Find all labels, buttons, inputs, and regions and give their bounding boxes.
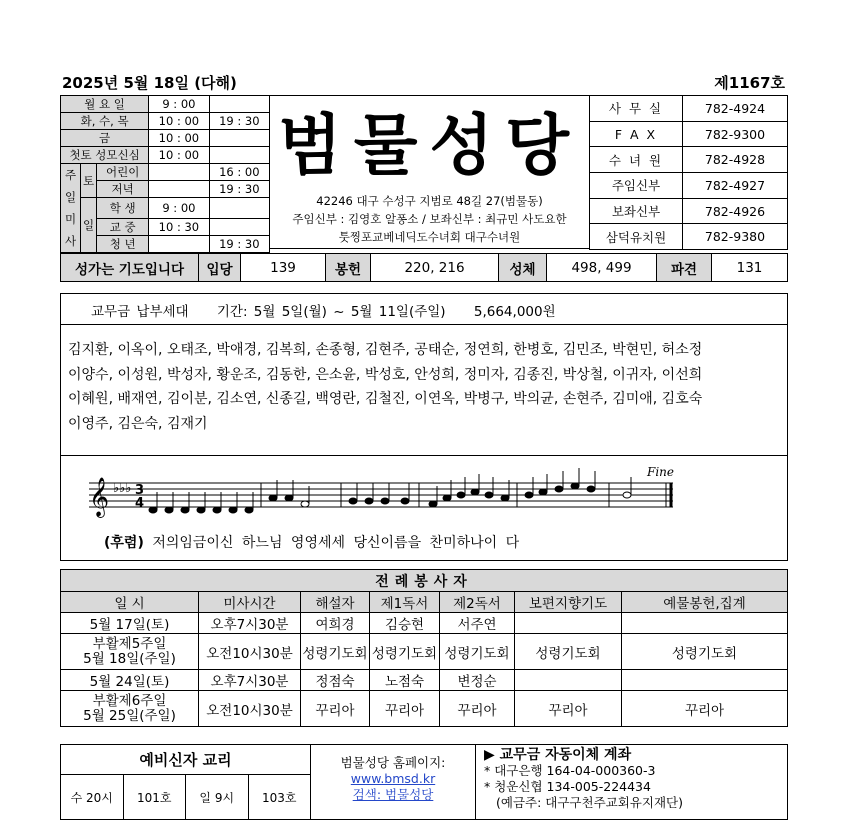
mass-time bbox=[209, 147, 269, 164]
refrain-label: (후렴) bbox=[104, 535, 144, 551]
contact-label: 주임신부 bbox=[590, 173, 683, 199]
contact-label: 사 무 실 bbox=[590, 96, 683, 122]
mass-time: 9 : 00 bbox=[149, 198, 209, 219]
catechism-cell: 101호 bbox=[124, 775, 187, 819]
col-header: 보편지향기도 bbox=[515, 592, 622, 613]
offering-title: 교무금 납부세대 bbox=[91, 304, 189, 320]
contact-label: 보좌신부 bbox=[590, 198, 683, 224]
time-signature-top: 3 bbox=[135, 483, 145, 498]
cell-time: 오전10시30분 bbox=[199, 691, 301, 727]
note-head bbox=[401, 498, 409, 504]
catechism-box bbox=[60, 744, 311, 820]
mass-time: 10 : 00 bbox=[149, 113, 209, 130]
mass-time bbox=[209, 96, 269, 113]
note-head bbox=[623, 492, 631, 498]
note-head bbox=[181, 507, 189, 513]
cell-date: 5월 17일(토) bbox=[61, 613, 199, 634]
cell-date bbox=[61, 634, 199, 670]
entrance-label: 입당 bbox=[199, 254, 241, 282]
note-head bbox=[381, 498, 389, 504]
divider bbox=[61, 324, 787, 325]
cell-reader1: 김승현 bbox=[370, 613, 440, 634]
note-head bbox=[349, 498, 357, 504]
cell-prayer bbox=[515, 670, 622, 691]
church-info bbox=[270, 192, 589, 246]
cell-reader1: 꾸리아 bbox=[370, 691, 440, 727]
cell-reader1: 노점숙 bbox=[370, 670, 440, 691]
cell-offering bbox=[622, 670, 788, 691]
cell-date bbox=[61, 691, 199, 727]
date-line2: 5월 18일(주일) bbox=[83, 650, 176, 667]
note-head bbox=[165, 507, 173, 513]
names-line: 이양수, 이성원, 박성자, 황운조, 김동한, 은소윤, 박성호, 안성희, 정미자, 김종진, 박상철, 이귀자, 이선희 bbox=[68, 366, 703, 383]
offering-names bbox=[68, 338, 702, 436]
mass-time bbox=[149, 181, 209, 198]
catechism-row bbox=[61, 775, 310, 819]
cell-commentator: 정점숙 bbox=[301, 670, 370, 691]
cell-reader2: 변정순 bbox=[440, 670, 515, 691]
mass-label: 저녁 bbox=[97, 181, 149, 198]
issue-number: 제1167호 bbox=[714, 74, 785, 92]
cell-commentator: 여희경 bbox=[301, 613, 370, 634]
bulletin-date: 2025년 5월 18일 (다해) bbox=[62, 74, 237, 92]
col-header: 미사시간 bbox=[199, 592, 301, 613]
contact-label: 삼덕유치원 bbox=[590, 224, 683, 250]
lyrics-text: 저의임금이신 하느님 영영세세 당신이름을 찬미하나이 다 bbox=[152, 535, 520, 551]
mass-time bbox=[209, 219, 269, 236]
mass-label: 교 중 bbox=[97, 219, 149, 236]
mass-schedule-table bbox=[60, 95, 270, 253]
catechism-cell: 일 9시 bbox=[186, 775, 249, 819]
note-head bbox=[285, 495, 293, 501]
offertory-hymn: 220, 216 bbox=[371, 254, 499, 282]
table-row bbox=[61, 634, 788, 670]
cell-time: 오후7시30분 bbox=[199, 670, 301, 691]
cell-reader1: 성령기도회 bbox=[370, 634, 440, 670]
mass-time bbox=[149, 236, 209, 253]
mass-label: 월 요 일 bbox=[61, 96, 149, 113]
mass-time: 19 : 30 bbox=[209, 113, 269, 130]
cell-prayer: 성령기도회 bbox=[515, 634, 622, 670]
contact-table bbox=[589, 95, 788, 250]
autopay-line: * 대구은행 164-04-000360-3 bbox=[484, 763, 656, 778]
fine-mark: Fine bbox=[647, 465, 674, 479]
mass-label: 청 년 bbox=[97, 236, 149, 253]
names-line: 김지환, 이옥이, 오태조, 박애경, 김복희, 손종형, 김현주, 공태순, 정연희, 한병호, 김민조, 박현민, 허소정 bbox=[68, 342, 703, 358]
music-staff bbox=[61, 456, 787, 526]
names-line: 이영주, 김은숙, 김재기 bbox=[68, 415, 208, 432]
note-head bbox=[269, 495, 277, 501]
mass-label: 화, 수, 목 bbox=[61, 113, 149, 130]
note-head bbox=[571, 483, 579, 489]
mass-time: 19 : 30 bbox=[209, 236, 269, 253]
music-notes bbox=[149, 468, 631, 513]
music-score bbox=[61, 455, 787, 562]
hymn-table bbox=[60, 253, 788, 282]
note-head bbox=[485, 492, 493, 498]
contact-phone: 782-9300 bbox=[683, 121, 788, 147]
homepage-search[interactable]: 검색: 범물성당 bbox=[352, 787, 434, 802]
cell-commentator: 성령기도회 bbox=[301, 634, 370, 670]
offering-period: 기간: 5월 5일(월) ~ 5월 11일(주일) bbox=[216, 304, 446, 320]
note-head bbox=[245, 507, 253, 513]
offering-section bbox=[60, 293, 788, 561]
note-head bbox=[213, 507, 221, 513]
communion-label: 성체 bbox=[499, 254, 547, 282]
catechism-title: 예비신자 교리 bbox=[61, 745, 310, 775]
cell-prayer bbox=[515, 613, 622, 634]
homepage-link[interactable]: www.bmsd.kr bbox=[350, 771, 436, 786]
note-head bbox=[365, 498, 373, 504]
recessional-hymn: 131 bbox=[712, 254, 788, 282]
church-address: 42246 대구 수성구 지범로 48길 27(범물동) bbox=[316, 194, 543, 208]
cell-offering bbox=[622, 613, 788, 634]
offering-amount: 5,664,000원 bbox=[473, 304, 556, 320]
cell-reader2: 성령기도회 bbox=[440, 634, 515, 670]
lyrics bbox=[104, 532, 519, 552]
cell-prayer: 꾸리아 bbox=[515, 691, 622, 727]
note-head bbox=[457, 492, 465, 498]
autopay-line: (예금주: 대구구천주교회유지재단) bbox=[496, 795, 683, 810]
cell-reader2: 꾸리아 bbox=[440, 691, 515, 727]
col-header: 해설자 bbox=[301, 592, 370, 613]
names-line: 이혜원, 배재연, 김이분, 김소연, 신종길, 백영란, 김철진, 이연옥, 박병구, 박의균, 손현주, 김미애, 김호숙 bbox=[68, 391, 703, 407]
church-title: 범물성당 bbox=[277, 107, 582, 184]
mass-time: 9 : 00 bbox=[149, 96, 209, 113]
cell-time: 오전10시30분 bbox=[199, 634, 301, 670]
church-nuns: 툿찡포교베네딕도수녀회 대구수녀원 bbox=[338, 230, 521, 244]
recessional-label: 파견 bbox=[657, 254, 712, 282]
cell-offering: 꾸리아 bbox=[622, 691, 788, 727]
col-header: 제2독서 bbox=[440, 592, 515, 613]
contact-phone: 782-4927 bbox=[683, 173, 788, 199]
col-header: 일 시 bbox=[61, 592, 199, 613]
time-signature-bottom: 4 bbox=[135, 496, 145, 511]
col-header: 예물봉헌,집계 bbox=[622, 592, 788, 613]
table-row bbox=[61, 670, 788, 691]
cell-reader2: 서주연 bbox=[440, 613, 515, 634]
sunday-mass-label: 주일미사 bbox=[61, 164, 81, 253]
note-head bbox=[301, 501, 309, 507]
communion-hymn: 498, 499 bbox=[547, 254, 657, 282]
note-head bbox=[149, 507, 157, 513]
homepage-label: 범물성당 홈페이지: bbox=[340, 755, 446, 770]
table-row bbox=[61, 691, 788, 727]
contact-label: 수 녀 원 bbox=[590, 147, 683, 173]
mass-time bbox=[149, 164, 209, 181]
mass-label: 학 생 bbox=[97, 198, 149, 219]
liturgy-title: 전례봉사자 bbox=[61, 570, 788, 592]
contact-label: F A X bbox=[590, 121, 683, 147]
mass-time bbox=[209, 198, 269, 219]
note-head bbox=[587, 486, 595, 492]
date-line1: 부활제5주일 bbox=[92, 635, 167, 652]
note-head bbox=[443, 495, 451, 501]
liturgy-servers-table bbox=[60, 569, 788, 727]
note-head bbox=[197, 507, 205, 513]
flat-icon: ♭♭♭ bbox=[113, 481, 132, 496]
date-line2: 5월 25일(주일) bbox=[83, 707, 176, 724]
autopay-title: ▶ 교무금 자동이체 계좌 bbox=[484, 747, 632, 763]
contact-phone: 782-4924 bbox=[683, 96, 788, 122]
cell-commentator: 꾸리아 bbox=[301, 691, 370, 727]
homepage-box bbox=[311, 744, 475, 820]
catechism-cell: 수 20시 bbox=[61, 775, 124, 819]
mass-label: 어린이 bbox=[97, 164, 149, 181]
saturday-label: 토 bbox=[81, 164, 97, 198]
note-head bbox=[471, 489, 479, 495]
contact-phone: 782-4928 bbox=[683, 147, 788, 173]
cell-offering: 성령기도회 bbox=[622, 634, 788, 670]
hymn-title: 성가는 기도입니다 bbox=[61, 254, 199, 282]
mass-time bbox=[209, 130, 269, 147]
sunday-label: 일 bbox=[81, 198, 97, 253]
date-line1: 부활제6주일 bbox=[92, 692, 167, 709]
col-header: 제1독서 bbox=[370, 592, 440, 613]
note-head bbox=[525, 492, 533, 498]
mass-time: 16 : 00 bbox=[209, 164, 269, 181]
note-head bbox=[539, 489, 547, 495]
treble-clef-icon: 𝄞 bbox=[89, 477, 110, 517]
cell-time: 오후7시30분 bbox=[199, 613, 301, 634]
mass-time: 19 : 30 bbox=[209, 181, 269, 198]
offertory-label: 봉헌 bbox=[326, 254, 371, 282]
church-title-box bbox=[270, 95, 590, 249]
contact-phone: 782-9380 bbox=[683, 224, 788, 250]
mass-label: 첫토 성모신심 bbox=[61, 147, 149, 164]
mass-label: 금 bbox=[61, 130, 149, 147]
church-clergy: 주임신부 : 김영호 알퐁소 / 보좌신부 : 최규민 사도요한 bbox=[292, 212, 567, 226]
catechism-cell: 103호 bbox=[262, 790, 297, 805]
note-head bbox=[555, 486, 563, 492]
note-head bbox=[501, 495, 509, 501]
note-head bbox=[429, 501, 437, 507]
mass-time: 10 : 30 bbox=[149, 219, 209, 236]
table-row bbox=[61, 613, 788, 634]
autopay-line: * 청운신협 134-005-224434 bbox=[484, 779, 651, 794]
entrance-hymn: 139 bbox=[241, 254, 326, 282]
mass-time: 10 : 00 bbox=[149, 130, 209, 147]
cell-date: 5월 24일(토) bbox=[61, 670, 199, 691]
autopay-box bbox=[475, 744, 788, 820]
mass-time: 10 : 00 bbox=[149, 147, 209, 164]
note-head bbox=[229, 507, 237, 513]
offering-header bbox=[91, 300, 578, 320]
contact-phone: 782-4926 bbox=[683, 198, 788, 224]
